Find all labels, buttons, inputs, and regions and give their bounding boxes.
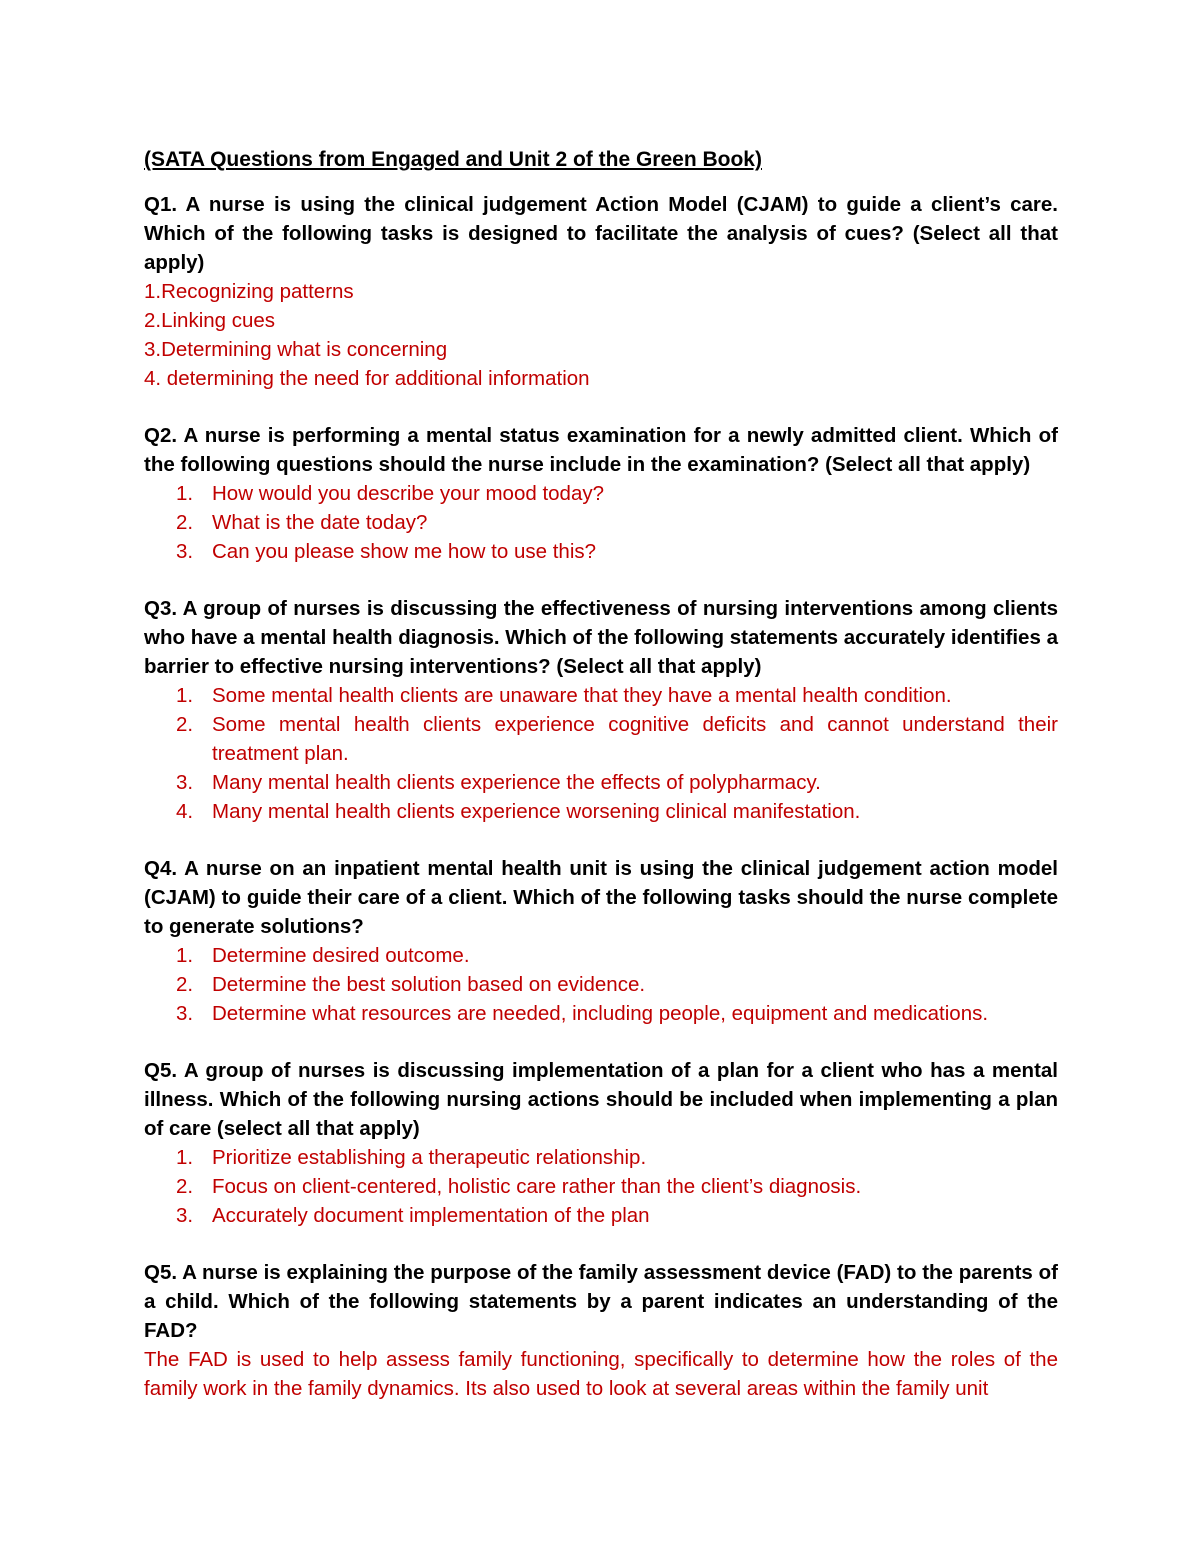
answer-number: 1. bbox=[176, 684, 194, 707]
question-prompt: Q5. A nurse is explaining the purpose of the family assessment device (FAD) to the parents of a child. Which of the following statements by a parent indicates an understanding of the FAD? bbox=[144, 1261, 1058, 1342]
answer-text: Some mental health clients are unaware that they have a mental health condition. bbox=[212, 684, 952, 707]
answer-text: Prioritize establishing a therapeutic relationship. bbox=[212, 1146, 647, 1169]
question-block-4 bbox=[144, 854, 1058, 1028]
answer-item bbox=[144, 768, 1058, 797]
answer-number: 3. bbox=[176, 1002, 194, 1025]
answer-number: 2. bbox=[176, 973, 194, 996]
answer-text: Many mental health clients experience worsening clinical manifestation. bbox=[212, 800, 861, 823]
question-block-3 bbox=[144, 594, 1058, 826]
answer-number: 1. bbox=[176, 482, 194, 505]
answer-number: 2. bbox=[176, 1175, 194, 1198]
answer-list bbox=[144, 941, 1058, 1028]
answer-number: 1. bbox=[176, 1146, 194, 1169]
answer-item: 3.Determining what is concerning bbox=[144, 338, 448, 361]
answer-text: Many mental health clients experience the effects of polypharmacy. bbox=[212, 771, 821, 794]
answer-text: Determine desired outcome. bbox=[212, 944, 470, 967]
answer-number: 3. bbox=[176, 1204, 194, 1227]
answer-text: Can you please show me how to use this? bbox=[212, 540, 597, 563]
answer-text: Determine what resources are needed, including people, equipment and medications. bbox=[212, 1002, 989, 1025]
answer-item bbox=[144, 537, 1058, 566]
answer-item: 2.Linking cues bbox=[144, 309, 276, 332]
question-prompt: Q3. A group of nurses is discussing the effectiveness of nursing interventions among clients who have a mental health diagnosis. Which of the following statements accurately identifies a barrier to effective nursing interventions? (Select all that apply) bbox=[144, 597, 1058, 678]
answer-number: 3. bbox=[176, 540, 194, 563]
answer-item bbox=[144, 1143, 1058, 1172]
answer-item: 1.Recognizing patterns bbox=[144, 280, 354, 303]
answer-list bbox=[144, 479, 1058, 566]
answer-number: 3. bbox=[176, 771, 194, 794]
answer-item bbox=[144, 941, 1058, 970]
document-page bbox=[144, 145, 1058, 1431]
answer-item bbox=[144, 508, 1058, 537]
answer-number: 2. bbox=[176, 511, 194, 534]
answer-text: What is the date today? bbox=[212, 511, 428, 534]
answer-text: Focus on client-centered, holistic care rather than the client’s diagnosis. bbox=[212, 1175, 862, 1198]
answer-number: 2. bbox=[176, 713, 194, 736]
answer-item bbox=[144, 999, 1058, 1028]
answer-paragraph: The FAD is used to help assess family functioning, specifically to determine how the roles of the family work in the family dynamics. Its also used to look at several areas within the family unit bbox=[144, 1348, 1058, 1400]
answer-item bbox=[144, 479, 1058, 508]
answer-item bbox=[144, 797, 1058, 826]
question-prompt: Q1. A nurse is using the clinical judgement Action Model (CJAM) to guide a client’s care. Which of the following tasks is designed to facilitate the analysis of cues? (Select all that apply) bbox=[144, 193, 1058, 274]
answer-text: Accurately document implementation of the plan bbox=[212, 1204, 650, 1227]
answer-item bbox=[144, 1172, 1058, 1201]
answer-text: Some mental health clients experience cognitive deficits and cannot understand their treatment plan. bbox=[212, 713, 1058, 765]
answer-number: 1. bbox=[176, 944, 194, 967]
question-block-6 bbox=[144, 1258, 1058, 1403]
answer-text: Determine the best solution based on evidence. bbox=[212, 973, 646, 996]
answer-list bbox=[144, 1143, 1058, 1230]
answer-list bbox=[144, 277, 1058, 393]
question-block-5 bbox=[144, 1056, 1058, 1230]
answer-number: 4. bbox=[176, 800, 194, 823]
document-title: (SATA Questions from Engaged and Unit 2 of the Green Book) bbox=[144, 148, 762, 171]
question-prompt: Q2. A nurse is performing a mental status examination for a newly admitted client. Which of the following questions should the nurse include in the examination? (Select all that apply) bbox=[144, 424, 1058, 476]
answer-item bbox=[144, 710, 1058, 768]
question-prompt: Q4. A nurse on an inpatient mental health unit is using the clinical judgement action model (CJAM) to guide their care of a client. Which of the following tasks should the nurse complete to generate solutions? bbox=[144, 857, 1058, 938]
answer-item bbox=[144, 681, 1058, 710]
answer-item bbox=[144, 970, 1058, 999]
question-block-2 bbox=[144, 421, 1058, 566]
question-block-1 bbox=[144, 190, 1058, 393]
answer-item: 4. determining the need for additional information bbox=[144, 367, 590, 390]
answer-list bbox=[144, 681, 1058, 826]
question-prompt: Q5. A group of nurses is discussing implementation of a plan for a client who has a mental illness. Which of the following nursing actions should be included when implementing a plan of care (select all that apply) bbox=[144, 1059, 1058, 1140]
answer-item bbox=[144, 1201, 1058, 1230]
answer-text: How would you describe your mood today? bbox=[212, 482, 604, 505]
